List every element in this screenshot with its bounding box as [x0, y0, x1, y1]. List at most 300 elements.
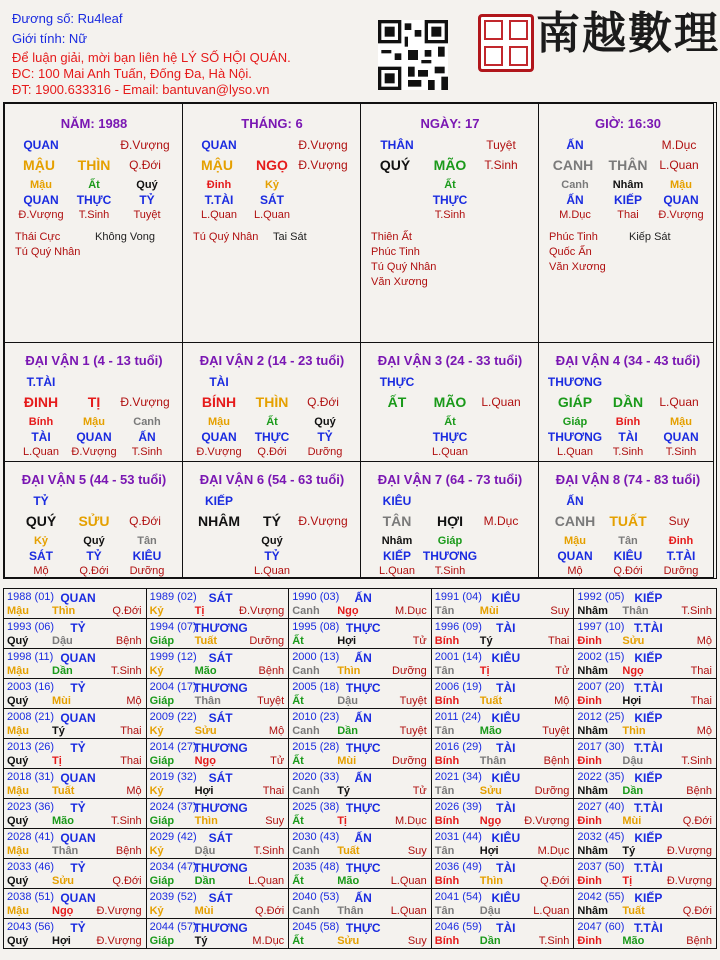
- status-label: Q.Đới: [112, 605, 142, 617]
- year-stem: Nhâm: [577, 845, 608, 857]
- status-label: Dưỡng: [392, 755, 427, 767]
- status-label: T.Sinh: [131, 446, 163, 458]
- hidden-stem: Canh: [561, 179, 589, 191]
- year-label: 1995 (08): [292, 621, 340, 633]
- year-label: 2030 (43): [292, 831, 340, 843]
- year-branch: Sửu: [194, 725, 217, 737]
- year-label: 2003 (16): [7, 681, 55, 693]
- earthly-branch: TÝ: [263, 513, 281, 529]
- status-label: Đ.Vượng: [658, 209, 704, 221]
- year-cell[interactable]: [432, 709, 575, 738]
- year-cell[interactable]: [147, 619, 290, 648]
- year-stem: Quý: [7, 935, 29, 947]
- pillar-title: THÁNG: 6: [241, 116, 303, 131]
- year-cell[interactable]: [4, 739, 147, 768]
- earthly-branch: SỬU: [78, 513, 110, 529]
- year-branch: Tị: [337, 815, 347, 827]
- year-cell[interactable]: [4, 919, 147, 948]
- luck-title: ĐẠI VẬN 2 (14 - 23 tuổi): [199, 353, 345, 368]
- status-label: Đ.Vượng: [71, 446, 117, 458]
- year-label: 1994 (07): [149, 621, 197, 633]
- year-branch: Mùi: [479, 605, 499, 617]
- status-label: Thai: [547, 635, 570, 647]
- status-label: L.Quan: [253, 209, 291, 221]
- status-label: T.Sinh: [538, 935, 570, 947]
- year-cell[interactable]: [289, 679, 432, 708]
- hidden-stem: Tân: [618, 535, 638, 547]
- year-cell[interactable]: [4, 589, 147, 618]
- year-stem: Nhâm: [577, 725, 608, 737]
- year-cell[interactable]: [574, 739, 716, 768]
- year-cell[interactable]: [289, 769, 432, 798]
- pillar-title: NGÀY: 17: [420, 116, 480, 131]
- heavenly-stem: NHÂM: [198, 513, 240, 529]
- year-cell[interactable]: [4, 619, 147, 648]
- status-label: Suy: [407, 935, 427, 947]
- hidden-stem: Kỷ: [264, 179, 280, 191]
- year-branch: Hợi: [52, 935, 71, 947]
- hidden-stem: Mậu: [83, 416, 105, 428]
- year-cell[interactable]: [4, 859, 147, 888]
- year-cell[interactable]: [574, 589, 716, 618]
- status-label: L.Quan: [533, 905, 570, 917]
- year-branch: Tuất: [194, 635, 217, 647]
- year-stem: Đinh: [577, 815, 602, 827]
- hidden-stem: Nhâm: [612, 179, 644, 191]
- year-cell[interactable]: [432, 799, 575, 828]
- status-label: Bệnh: [686, 935, 712, 947]
- year-stem: Canh: [292, 605, 320, 617]
- year-label: 2018 (31): [7, 771, 55, 783]
- hidden-stem: Mậu: [208, 416, 230, 428]
- year-label: 2032 (45): [577, 831, 625, 843]
- earthly-branch: THÌN: [77, 157, 111, 173]
- heavenly-stem: QUÝ: [379, 157, 411, 173]
- star-name: Văn Xương: [371, 276, 428, 288]
- year-cell[interactable]: [147, 859, 290, 888]
- ten-god-label: SÁT: [208, 831, 233, 845]
- status-label: Dưỡng: [307, 446, 343, 458]
- status-label: Bệnh: [686, 785, 712, 797]
- year-cell[interactable]: [432, 679, 575, 708]
- ten-god-label: ẤN: [354, 831, 372, 845]
- ten-god-label: TÀI: [496, 921, 516, 935]
- status-label: M.Dục: [395, 605, 427, 617]
- year-branch: Tị: [622, 875, 633, 887]
- hidden-stem: Nhâm: [381, 535, 413, 547]
- year-cell[interactable]: [574, 889, 716, 918]
- year-row: [4, 679, 716, 709]
- year-cell[interactable]: [574, 919, 716, 948]
- brand-logo: 南越數理: [536, 8, 720, 59]
- year-label: 2043 (56): [7, 921, 55, 933]
- ten-god-label: THƯƠNG: [547, 375, 603, 389]
- year-branch: Tuất: [337, 845, 360, 857]
- status-label: L.Quan: [22, 446, 60, 458]
- year-cell[interactable]: [147, 589, 290, 618]
- year-cell[interactable]: [147, 709, 290, 738]
- pillar-cell: [182, 103, 361, 343]
- year-cell[interactable]: [574, 859, 716, 888]
- year-cell[interactable]: [289, 709, 432, 738]
- status-label: L.Quan: [659, 395, 699, 409]
- pillar-cell: [4, 103, 183, 343]
- status-label: Mộ: [33, 565, 49, 577]
- ten-god-label: KIÊU: [491, 651, 521, 665]
- earthly-branch: TỊ: [87, 394, 101, 410]
- year-label: 2041 (54): [434, 891, 482, 903]
- star-name: Phúc Tinh: [371, 246, 420, 258]
- year-stem: Kỷ: [149, 785, 164, 797]
- heavenly-stem: TÂN: [382, 513, 412, 529]
- year-cell[interactable]: [574, 709, 716, 738]
- ten-god-label: THỰC: [345, 681, 381, 695]
- year-cell[interactable]: [289, 589, 432, 618]
- year-stem: Mậu: [7, 665, 29, 677]
- year-stem: Tân: [434, 605, 455, 617]
- heavenly-stem: BÍNH: [201, 394, 237, 410]
- ten-god-label: KIÊU: [613, 549, 643, 563]
- status-label: Đ.Vượng: [298, 138, 348, 152]
- year-label: 2045 (58): [292, 921, 340, 933]
- heavenly-stem: MẬU: [23, 157, 55, 173]
- year-label: 2002 (15): [577, 651, 625, 663]
- hidden-stem: Mậu: [670, 179, 692, 191]
- year-label: 2033 (46): [7, 861, 55, 873]
- year-cell[interactable]: [432, 829, 575, 858]
- year-label: 1998 (11): [7, 651, 54, 663]
- star-name: Tú Quý Nhân: [371, 261, 437, 273]
- year-label: 2001 (14): [434, 651, 482, 663]
- qr-code-icon[interactable]: [378, 20, 448, 90]
- year-label: 2009 (22): [149, 711, 197, 723]
- year-branch: Sửu: [622, 635, 645, 647]
- ten-god-label: ẤN: [354, 651, 372, 665]
- year-cell[interactable]: [147, 799, 290, 828]
- year-stem: Giáp: [149, 815, 175, 827]
- earthly-branch: MÃO: [433, 394, 467, 410]
- hidden-stem: Quý: [261, 535, 283, 547]
- year-cell[interactable]: [289, 619, 432, 648]
- ten-god-label: TÀI: [496, 861, 516, 875]
- year-cell[interactable]: [289, 859, 432, 888]
- luck-title: ĐẠI VẬN 1 (4 - 13 tuổi): [25, 353, 163, 368]
- ten-god-label: THỰC: [345, 621, 381, 635]
- year-cell[interactable]: [4, 889, 147, 918]
- ten-god-label: TỶ: [70, 741, 86, 755]
- year-cell[interactable]: [432, 889, 575, 918]
- status-label: Q.Đới: [307, 395, 339, 409]
- year-label: 2004 (17): [149, 681, 197, 693]
- ten-god-label: SÁT: [260, 193, 284, 207]
- luck-cell: [4, 461, 183, 578]
- year-cell[interactable]: [147, 649, 290, 678]
- star-name: Tú Quý Nhân: [15, 246, 81, 258]
- year-branch: Tị: [479, 665, 490, 677]
- status-label: Suy: [668, 514, 690, 528]
- year-cell[interactable]: [289, 799, 432, 828]
- ten-god-label: THƯƠNG: [193, 861, 248, 875]
- year-label: 1990 (03): [292, 591, 340, 603]
- ten-god-label: KIÊU: [491, 591, 521, 605]
- ten-god-label: QUAN: [663, 193, 699, 207]
- status-label: Q.Đới: [613, 565, 643, 577]
- star-name: Tai Sát: [273, 231, 307, 243]
- year-cell[interactable]: [432, 919, 575, 948]
- status-label: Đ.Vượng: [239, 605, 285, 617]
- year-branch: Mão: [337, 875, 360, 887]
- year-cell[interactable]: [289, 739, 432, 768]
- hidden-stem: Đinh: [206, 179, 232, 191]
- year-label: 2035 (48): [292, 861, 340, 873]
- pillar-title: NĂM: 1988: [60, 116, 128, 131]
- status-label: L.Quan: [390, 905, 427, 917]
- ten-god-label: T.TÀI: [666, 549, 696, 563]
- ten-god-label: T.TÀI: [634, 801, 663, 815]
- ten-god-label: KIÊU: [491, 771, 521, 785]
- ten-god-label: KIẾP: [634, 831, 663, 845]
- status-label: Đ.Vượng: [120, 395, 170, 409]
- status-label: M.Dục: [252, 935, 285, 947]
- year-cell[interactable]: [289, 889, 432, 918]
- year-branch: Mão: [622, 935, 645, 947]
- ten-god-label: THỰC: [345, 801, 381, 815]
- ten-god-label: QUAN: [557, 549, 593, 563]
- year-cell[interactable]: [147, 889, 290, 918]
- year-stem: Nhâm: [577, 785, 608, 797]
- year-stem: Canh: [292, 725, 320, 737]
- year-cell[interactable]: [574, 679, 716, 708]
- year-row: [4, 709, 716, 739]
- year-label: 2006 (19): [434, 681, 482, 693]
- year-label: 1999 (12): [149, 651, 197, 663]
- ten-god-label: TÀI: [618, 430, 638, 444]
- year-branch: Dần: [479, 935, 501, 947]
- ten-god-label: QUAN: [23, 138, 59, 152]
- year-cell[interactable]: [147, 769, 290, 798]
- year-stem: Bính: [434, 635, 460, 647]
- year-cell[interactable]: [4, 769, 147, 798]
- status-label: Đ.Vượng: [96, 905, 142, 917]
- year-branch: Dậu: [194, 845, 216, 857]
- year-cell[interactable]: [289, 829, 432, 858]
- year-stem: Mậu: [7, 845, 29, 857]
- year-label: 2015 (28): [292, 741, 340, 753]
- year-label: 2025 (38): [292, 801, 340, 813]
- status-label: Bệnh: [258, 665, 285, 677]
- status-label: Đ.Vượng: [18, 209, 64, 221]
- year-stem: Ất: [292, 815, 304, 827]
- year-branch: Mão: [52, 815, 74, 827]
- year-branch: Mùi: [52, 695, 71, 707]
- year-stem: Ất: [292, 635, 304, 647]
- gender: Giới tính: Nữ: [12, 31, 88, 46]
- year-cell[interactable]: [289, 649, 432, 678]
- pillar-cell: [538, 103, 714, 343]
- hidden-stem: Bính: [28, 416, 54, 428]
- year-cell[interactable]: [574, 799, 716, 828]
- status-label: T.Sinh: [111, 665, 142, 677]
- year-row: [4, 829, 716, 859]
- status-label: T.Sinh: [612, 446, 644, 458]
- status-label: T.Sinh: [484, 158, 518, 172]
- ten-god-label: KIÊU: [382, 494, 412, 508]
- year-stem: Bính: [434, 875, 460, 887]
- status-label: Mộ: [268, 725, 285, 737]
- ten-god-label: SÁT: [208, 651, 233, 665]
- year-stem: Canh: [292, 665, 320, 677]
- year-label: 2010 (23): [292, 711, 340, 723]
- year-cell[interactable]: [432, 769, 575, 798]
- ten-god-label: THƯƠNG: [193, 801, 248, 815]
- year-branch: Dần: [622, 785, 644, 797]
- year-stem: Mậu: [7, 905, 29, 917]
- status-label: T.Sinh: [665, 446, 697, 458]
- ten-god-label: THỰC: [76, 193, 112, 207]
- earthly-branch: THÂN: [608, 157, 648, 173]
- status-label: M.Dục: [395, 815, 427, 827]
- year-row: [4, 739, 716, 769]
- address: ĐC: 100 Mai Anh Tuấn, Đống Đa, Hà Nội.: [12, 66, 252, 81]
- year-stem: Bính: [434, 935, 460, 947]
- year-stem: Tân: [434, 845, 455, 857]
- year-label: 2000 (13): [292, 651, 340, 663]
- ten-god-label: T.TÀI: [204, 193, 234, 207]
- ten-god-label: THỰC: [432, 193, 468, 207]
- year-cell[interactable]: [4, 679, 147, 708]
- year-cell[interactable]: [432, 589, 575, 618]
- year-cell[interactable]: [574, 619, 716, 648]
- ten-god-label: ẤN: [138, 430, 156, 444]
- year-stem: Kỷ: [149, 845, 164, 857]
- luck-title: ĐẠI VẬN 8 (74 - 83 tuổi): [555, 472, 701, 487]
- year-branch: Dậu: [479, 905, 501, 917]
- year-cell[interactable]: [4, 829, 147, 858]
- year-cell[interactable]: [432, 649, 575, 678]
- hidden-stem: Quý: [314, 416, 336, 428]
- year-row: [4, 919, 716, 949]
- year-stem: Bính: [434, 695, 460, 707]
- status-label: Q.Đới: [79, 565, 109, 577]
- status-label: Mộ: [126, 695, 142, 707]
- year-cell[interactable]: [574, 769, 716, 798]
- ten-god-label: SÁT: [208, 711, 233, 725]
- year-label: 2024 (37): [149, 801, 197, 813]
- status-label: Tuyệt: [399, 725, 427, 737]
- ten-god-label: THỰC: [345, 741, 381, 755]
- hidden-stem: Ất: [88, 179, 100, 191]
- year-branch: Tuất: [52, 785, 75, 797]
- hidden-stem: Canh: [133, 416, 161, 428]
- year-branch: Thân: [622, 605, 649, 617]
- ten-god-label: TÀI: [496, 741, 516, 755]
- year-cell[interactable]: [147, 829, 290, 858]
- hidden-stem: Quý: [83, 535, 105, 547]
- ten-god-label: QUAN: [201, 430, 237, 444]
- year-row: [4, 649, 716, 679]
- year-label: 2029 (42): [149, 831, 197, 843]
- status-label: Suy: [550, 605, 570, 617]
- year-stem: Ất: [292, 695, 304, 707]
- year-branch: Mùi: [622, 815, 642, 827]
- status-label: L.Quan: [253, 565, 291, 577]
- year-label: 2017 (30): [577, 741, 625, 753]
- year-cell[interactable]: [147, 739, 290, 768]
- ten-god-label: KIẾP: [204, 494, 234, 508]
- status-label: L.Quan: [659, 158, 699, 172]
- year-stem: Tân: [434, 905, 455, 917]
- ten-god-label: KIẾP: [382, 549, 412, 563]
- star-name: Thiên Ất: [371, 231, 412, 243]
- ten-god-label: T.TÀI: [634, 861, 663, 875]
- status-label: Q.Đới: [257, 446, 287, 458]
- ten-god-label: T.TÀI: [634, 921, 663, 935]
- year-stem: Canh: [292, 785, 320, 797]
- chart-grid: [3, 102, 717, 579]
- status-label: Mộ: [554, 695, 570, 707]
- status-label: L.Quan: [556, 446, 594, 458]
- status-label: Q.Đới: [682, 905, 712, 917]
- ten-god-label: QUAN: [60, 771, 96, 785]
- year-branch: Ngọ: [622, 665, 644, 677]
- star-name: Văn Xương: [549, 261, 606, 273]
- ten-god-label: SÁT: [29, 549, 53, 563]
- year-branch: Thân: [52, 845, 79, 857]
- ten-god-label: TỶ: [264, 549, 280, 563]
- year-cell[interactable]: [4, 649, 147, 678]
- status-label: Tử: [412, 785, 427, 797]
- year-stem: Mậu: [7, 605, 29, 617]
- year-cell[interactable]: [574, 829, 716, 858]
- year-cell[interactable]: [432, 739, 575, 768]
- status-label: L.Quan: [481, 395, 521, 409]
- year-stem: Kỷ: [149, 905, 164, 917]
- year-branch: Hợi: [479, 845, 499, 857]
- year-cell[interactable]: [147, 679, 290, 708]
- year-cell[interactable]: [147, 919, 290, 948]
- year-branch: Hợi: [337, 635, 357, 647]
- star-name: Quốc Ấn: [549, 246, 592, 258]
- year-cell[interactable]: [432, 859, 575, 888]
- ten-god-label: T.TÀI: [634, 621, 663, 635]
- ten-god-label: ẤN: [354, 591, 372, 605]
- year-branch: Thân: [479, 755, 507, 767]
- year-cell[interactable]: [432, 619, 575, 648]
- year-label: 2037 (50): [577, 861, 625, 873]
- ten-god-label: THỰC: [432, 430, 468, 444]
- year-cell[interactable]: [4, 799, 147, 828]
- year-label: 2020 (33): [292, 771, 340, 783]
- status-label: Thai: [690, 695, 712, 707]
- year-stem: Kỷ: [149, 725, 164, 737]
- year-branch: Tuất: [622, 905, 645, 917]
- year-cell[interactable]: [574, 649, 716, 678]
- status-label: Thai: [120, 725, 142, 737]
- year-cell[interactable]: [4, 709, 147, 738]
- year-stem: Bính: [434, 755, 460, 767]
- year-stem: Tân: [434, 785, 455, 797]
- ten-god-label: KIẾP: [613, 193, 643, 207]
- year-label: 2039 (52): [149, 891, 197, 903]
- year-cell[interactable]: [289, 919, 432, 948]
- luck-title: ĐẠI VẬN 3 (24 - 33 tuổi): [377, 353, 523, 368]
- status-label: L.Quan: [248, 875, 285, 887]
- year-row: [4, 769, 716, 799]
- year-label: 2031 (44): [434, 831, 482, 843]
- status-label: Q.Đới: [112, 875, 142, 887]
- year-stem: Ất: [292, 755, 304, 767]
- status-label: Đ.Vượng: [196, 446, 242, 458]
